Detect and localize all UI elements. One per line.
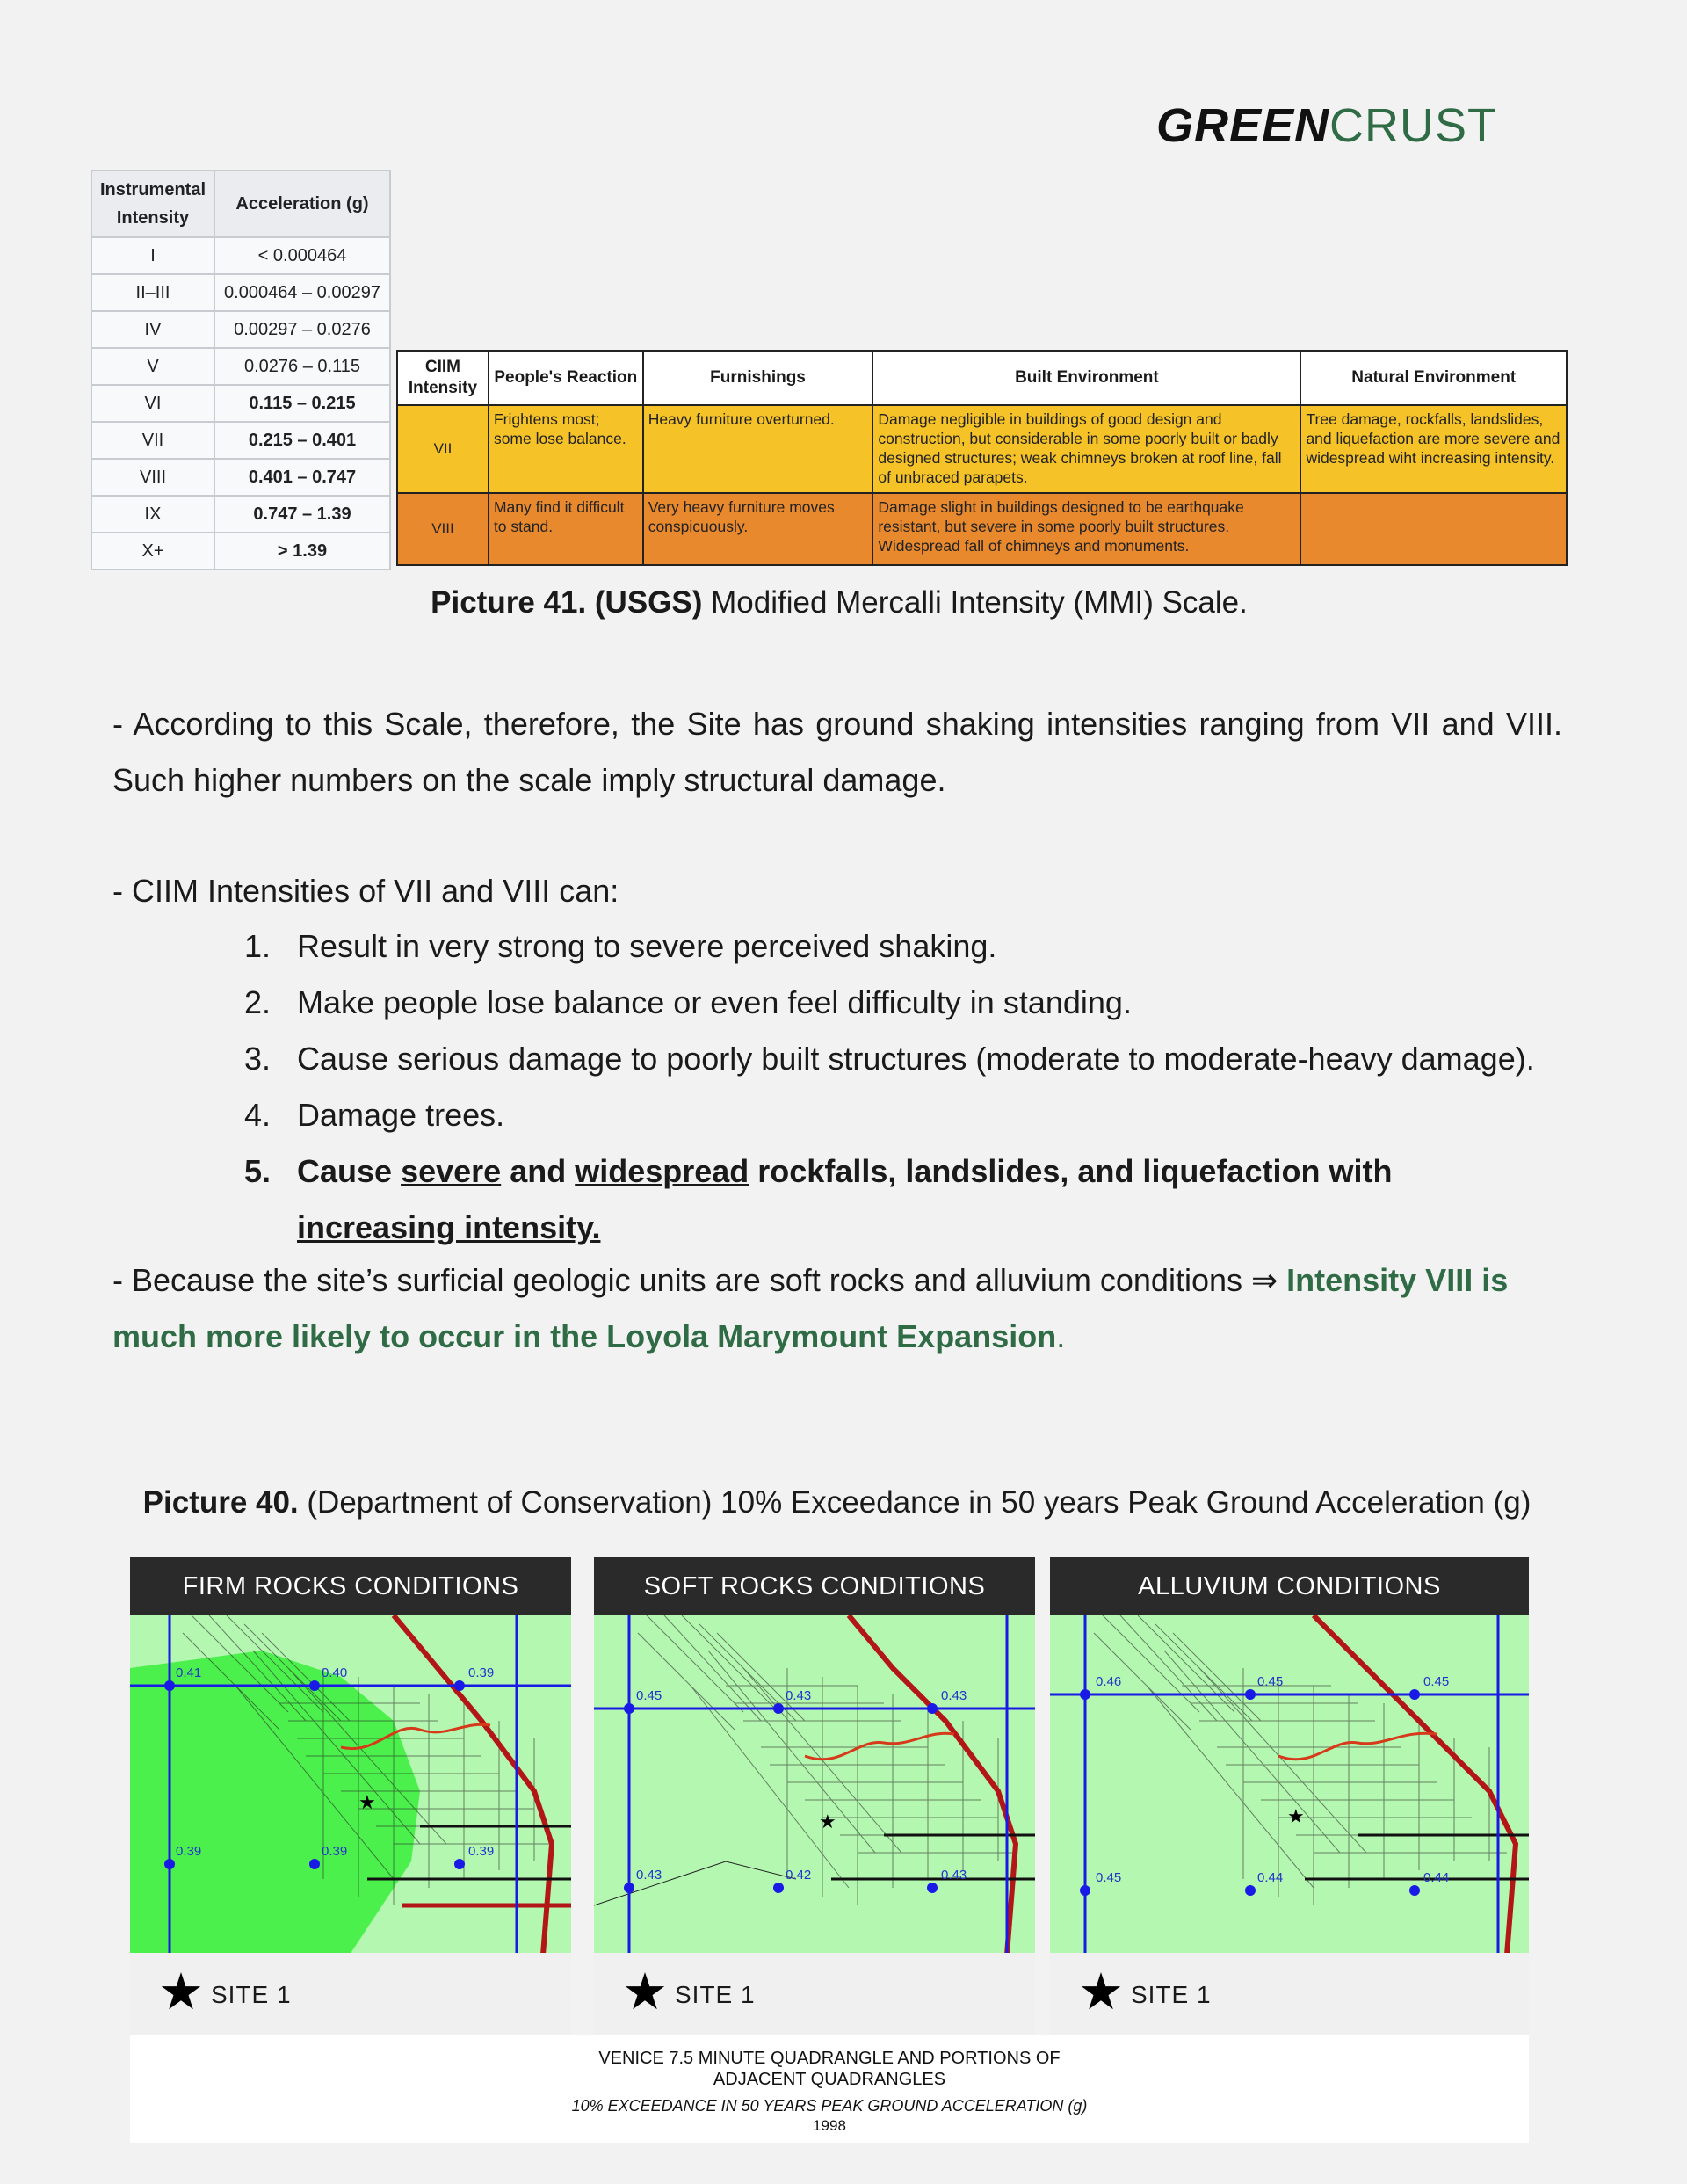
- star-icon: ★: [158, 1963, 204, 2021]
- svg-text:0.45: 0.45: [1423, 1674, 1450, 1689]
- svg-text:0.39: 0.39: [468, 1665, 495, 1680]
- caption-picture-41: Picture 41. (USGS) Modified Mercalli Intensity (MMI) Scale.: [431, 585, 1248, 620]
- table-row: VIII 0.401 – 0.747: [91, 459, 390, 496]
- svg-text:0.45: 0.45: [1257, 1674, 1284, 1689]
- svg-text:0.41: 0.41: [176, 1665, 202, 1680]
- svg-text:0.45: 0.45: [1096, 1870, 1122, 1885]
- table-row: IV 0.00297 – 0.0276: [91, 311, 390, 348]
- list-item: 3. Cause serious damage to poorly built structures (moderate to moderate-heavy damage).: [244, 1041, 1535, 1077]
- map-alluvium: [1050, 1557, 1529, 1953]
- svg-text:0.42: 0.42: [786, 1868, 812, 1883]
- svg-text:0.44: 0.44: [1423, 1870, 1450, 1885]
- ciim-header-furnishings: Furnishings: [643, 351, 873, 405]
- svg-text:0.39: 0.39: [468, 1844, 495, 1859]
- ciim-header-intensity: CIIM Intensity: [397, 351, 489, 405]
- map-title: ALLUVIUM CONDITIONS: [1050, 1557, 1529, 1615]
- paragraph-ciim: - CIIM Intensities of VII and VIII can:: [112, 873, 619, 909]
- list-item: 4. Damage trees.: [244, 1097, 505, 1133]
- table-row: IX 0.747 – 1.39: [91, 496, 390, 533]
- map-image: [594, 1615, 1035, 1955]
- ciim-table: [396, 350, 1568, 566]
- acc-header-intensity: Instrumental Intensity: [91, 171, 214, 237]
- svg-text:★: ★: [358, 1791, 376, 1813]
- svg-text:0.39: 0.39: [176, 1844, 202, 1859]
- svg-text:0.43: 0.43: [636, 1868, 662, 1883]
- table-row: V 0.0276 – 0.115: [91, 348, 390, 385]
- table-row: VII 0.215 – 0.401: [91, 422, 390, 459]
- table-row: VI 0.115 – 0.215: [91, 385, 390, 422]
- map-soft-rocks: [594, 1557, 1035, 1953]
- svg-text:0.43: 0.43: [941, 1868, 967, 1883]
- list-item: 5. Cause severe and widespread rockfalls, landslides, and liquefaction with increasing intensity.: [244, 1153, 1393, 1245]
- paragraph-conclusion: - Because the site’s surficial geologic units are soft rocks and alluvium conditions ⇒ Intensity VIII is much more likely to occur in the Loyola Marymount Expansion.: [112, 1262, 1509, 1354]
- greencrust-logo: GREENCRUST: [1156, 99, 1498, 152]
- table-row: I < 0.000464: [91, 237, 390, 274]
- caption-picture-40: Picture 40. (Department of Conservation) 10% Exceedance in 50 years Peak Ground Acceleration (g): [142, 1485, 1531, 1520]
- svg-text:0.40: 0.40: [322, 1665, 348, 1680]
- site-legend: ★ SITE 1: [1050, 1953, 1529, 2035]
- effects-list: [112, 918, 1562, 1256]
- map-firm-rocks: [130, 1557, 571, 1953]
- svg-text:★: ★: [1287, 1805, 1305, 1827]
- map-image: [1050, 1615, 1529, 1955]
- site-legend: ★ SITE 1: [130, 1953, 571, 2035]
- acceleration-table: [91, 170, 391, 570]
- svg-text:0.46: 0.46: [1096, 1674, 1122, 1689]
- table-row: VIII Many find it difficult to stand. Very heavy furniture moves conspicuously. Damage slight in buildings designed to be earthquake resistant, but severe in some poorly built structures. Widespread fall of chimneys and monuments.: [397, 493, 1567, 565]
- ciim-header-people: People's Reaction: [489, 351, 643, 405]
- list-item: 2. Make people lose balance or even feel difficulty in standing.: [244, 984, 1132, 1020]
- site-legend: ★ SITE 1: [594, 1953, 1035, 2035]
- map-title: SOFT ROCKS CONDITIONS: [594, 1557, 1035, 1615]
- ciim-header-natural: Natural Environment: [1300, 351, 1567, 405]
- svg-text:0.44: 0.44: [1257, 1870, 1284, 1885]
- svg-text:★: ★: [819, 1810, 836, 1832]
- table-row: X+ > 1.39: [91, 533, 390, 570]
- svg-text:0.43: 0.43: [786, 1688, 812, 1703]
- svg-text:0.39: 0.39: [322, 1844, 348, 1859]
- acc-header-acceleration: Acceleration (g): [214, 171, 390, 237]
- star-icon: ★: [1078, 1963, 1124, 2021]
- list-item: 1. Result in very strong to severe perceived shaking.: [244, 928, 997, 964]
- table-row: VII Frightens most; some lose balance. Heavy furniture overturned. Damage negligible in buildings of good design and construction, but considerable in some poorly built or badly designed structures; weak chimneys broken at roof line, fall of unbraced parapets. Tree damage, rockfalls, landslides, and liquefaction are more severe and widespread wiht increasing intensity.: [397, 405, 1567, 493]
- ciim-header-built: Built Environment: [872, 351, 1300, 405]
- map-image: [130, 1615, 571, 1955]
- map-title: FIRM ROCKS CONDITIONS: [130, 1557, 571, 1615]
- table-row: II–III 0.000464 – 0.00297: [91, 274, 390, 311]
- star-icon: ★: [622, 1963, 668, 2021]
- svg-text:0.45: 0.45: [636, 1688, 662, 1703]
- paragraph-scale: - According to this Scale, therefore, the Site has ground shaking intensities ranging from VII and VIII. Such higher numbers on the scale imply structural damage.: [112, 706, 1562, 798]
- map-figure-footer: VENICE 7.5 MINUTE QUADRANGLE AND PORTIONS OF ADJACENT QUADRANGLES 10% EXCEEDANCE IN 50 YEARS PEAK GROUND ACCELERATION (g) 1998: [130, 2035, 1529, 2143]
- svg-text:0.43: 0.43: [941, 1688, 967, 1703]
